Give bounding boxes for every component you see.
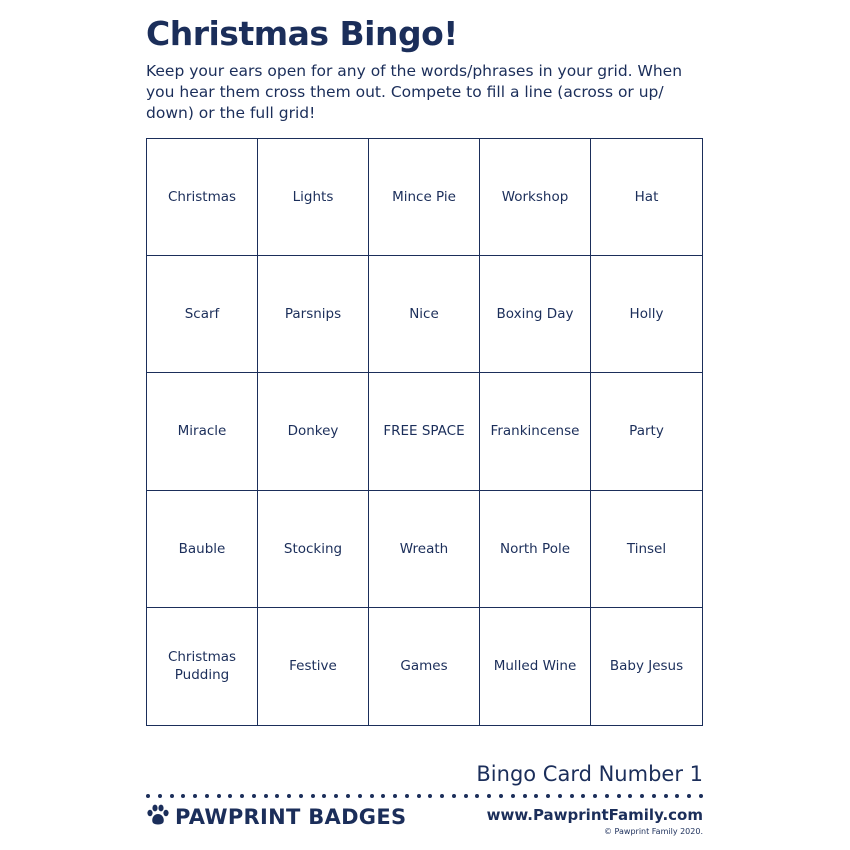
dotted-divider: [146, 794, 703, 798]
divider-dot: [652, 794, 656, 798]
bingo-cell[interactable]: Mulled Wine: [480, 608, 591, 725]
divider-dot: [440, 794, 444, 798]
divider-dot: [464, 794, 468, 798]
divider-dot: [581, 794, 585, 798]
divider-dot: [534, 794, 538, 798]
bingo-cell[interactable]: Scarf: [147, 256, 258, 373]
brand-name: PAWPRINT BADGES: [175, 805, 407, 829]
divider-dot: [252, 794, 256, 798]
card-number: Bingo Card Number 1: [476, 762, 703, 786]
bingo-grid: [146, 138, 703, 726]
divider-dot: [546, 794, 550, 798]
bingo-cell[interactable]: Bauble: [147, 491, 258, 608]
divider-dot: [487, 794, 491, 798]
bingo-cell[interactable]: Hat: [591, 139, 702, 256]
divider-dot: [499, 794, 503, 798]
divider-dot: [299, 794, 303, 798]
bingo-cell[interactable]: Holly: [591, 256, 702, 373]
divider-dot: [475, 794, 479, 798]
bingo-cell[interactable]: Nice: [369, 256, 480, 373]
divider-dot: [228, 794, 232, 798]
divider-dot: [605, 794, 609, 798]
divider-dot: [593, 794, 597, 798]
bingo-cell[interactable]: Frankincense: [480, 373, 591, 490]
bingo-cell[interactable]: Parsnips: [258, 256, 369, 373]
free-space-cell[interactable]: FREE SPACE: [369, 373, 480, 490]
divider-dot: [405, 794, 409, 798]
divider-dot: [275, 794, 279, 798]
divider-dot: [617, 794, 621, 798]
divider-dot: [146, 794, 150, 798]
bingo-cell[interactable]: Christmas: [147, 139, 258, 256]
divider-dot: [370, 794, 374, 798]
bingo-cell[interactable]: Boxing Day: [480, 256, 591, 373]
bingo-cell[interactable]: North Pole: [480, 491, 591, 608]
divider-dot: [558, 794, 562, 798]
website-link[interactable]: www.PawprintFamily.com: [486, 806, 703, 824]
divider-dot: [217, 794, 221, 798]
bingo-cell[interactable]: Stocking: [258, 491, 369, 608]
divider-dot: [570, 794, 574, 798]
divider-dot: [452, 794, 456, 798]
paw-icon: [146, 804, 170, 830]
divider-dot: [664, 794, 668, 798]
divider-dot: [675, 794, 679, 798]
divider-dot: [358, 794, 362, 798]
bingo-cell[interactable]: Wreath: [369, 491, 480, 608]
divider-dot: [311, 794, 315, 798]
brand-logo: [146, 804, 406, 830]
bingo-cell[interactable]: Games: [369, 608, 480, 725]
divider-dot: [687, 794, 691, 798]
divider-dot: [158, 794, 162, 798]
divider-dot: [699, 794, 703, 798]
divider-dot: [417, 794, 421, 798]
bingo-cell[interactable]: Lights: [258, 139, 369, 256]
bingo-cell[interactable]: Donkey: [258, 373, 369, 490]
instructions-text: Keep your ears open for any of the words/phrases in your grid. When you hear them cross them out. Compete to fill a line (across or up/ down) or the full grid!: [146, 62, 683, 122]
copyright-text: © Pawprint Family 2020.: [604, 827, 703, 836]
bingo-cell[interactable]: Festive: [258, 608, 369, 725]
divider-dot: [511, 794, 515, 798]
divider-dot: [170, 794, 174, 798]
divider-dot: [428, 794, 432, 798]
bingo-cell[interactable]: Miracle: [147, 373, 258, 490]
divider-dot: [346, 794, 350, 798]
divider-dot: [181, 794, 185, 798]
bingo-cell[interactable]: Party: [591, 373, 702, 490]
page-title: Christmas Bingo!: [146, 14, 458, 53]
divider-dot: [193, 794, 197, 798]
divider-dot: [381, 794, 385, 798]
divider-dot: [334, 794, 338, 798]
divider-dot: [523, 794, 527, 798]
divider-dot: [205, 794, 209, 798]
divider-dot: [264, 794, 268, 798]
divider-dot: [322, 794, 326, 798]
divider-dot: [640, 794, 644, 798]
divider-dot: [393, 794, 397, 798]
divider-dot: [287, 794, 291, 798]
divider-dot: [628, 794, 632, 798]
bingo-cell[interactable]: Christmas Pudding: [147, 608, 258, 725]
bingo-cell[interactable]: Tinsel: [591, 491, 702, 608]
divider-dot: [240, 794, 244, 798]
bingo-cell[interactable]: Mince Pie: [369, 139, 480, 256]
bingo-cell[interactable]: Baby Jesus: [609, 658, 684, 675]
bingo-cell[interactable]: Workshop: [480, 139, 591, 256]
